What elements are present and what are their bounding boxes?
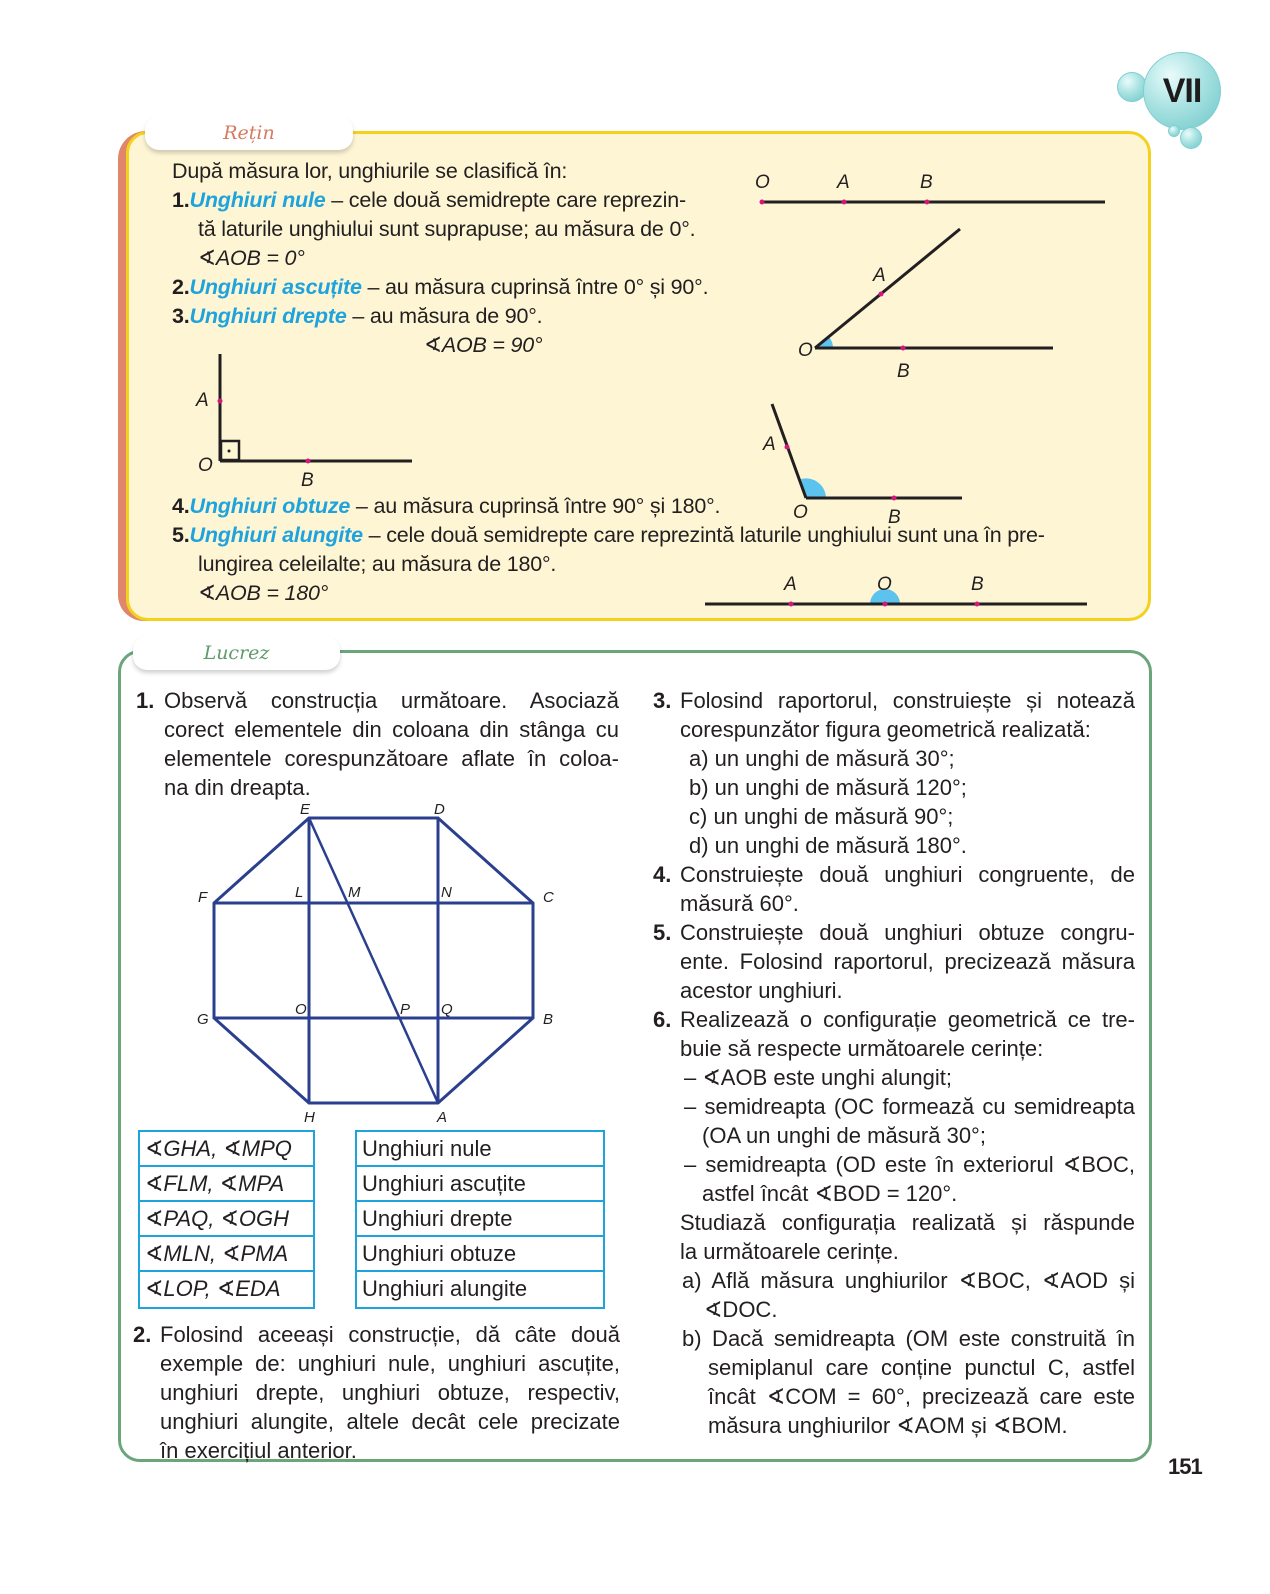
ex6-study: Studiază configurația realizată și răspunde — [680, 1210, 1135, 1235]
ex6-line: Realizează o configurație geometrică ce tre- — [680, 1007, 1135, 1032]
svg-text:A: A — [837, 172, 850, 193]
angle-type-cell: Unghiuri drepte — [357, 1202, 603, 1237]
svg-text:B: B — [920, 172, 933, 193]
ex6-line: buie să respecte următoarele cerințe: — [680, 1036, 1044, 1061]
term-obtuse: Unghiuri obtuze — [189, 494, 351, 518]
angle-type-cell: Unghiuri alungite — [362, 1276, 528, 1301]
ex6-question-b: semiplanul care conține punctul C, astfel — [708, 1355, 1135, 1380]
svg-text:B: B — [543, 1011, 554, 1028]
angle-type-cell: Unghiuri nule — [357, 1132, 603, 1167]
angle-pair-cell: ∢LOP, ∢EDA — [145, 1276, 281, 1301]
ex3-sub: a) un unghi de măsură 30°; — [689, 746, 955, 771]
ex6-bullet: – ∢AOB este unghi alungit; — [684, 1065, 952, 1090]
retin-item-5: 5.Unghiuri alungite – cele două semidrepte care reprezintă laturile unghiului sunt una în pre- — [172, 523, 1045, 547]
retin-formula-null: ∢AOB = 0° — [198, 246, 305, 270]
svg-text:E: E — [300, 801, 311, 818]
angle-type-cell: Unghiuri obtuze — [357, 1237, 603, 1272]
angle-pair-cell: ∢FLM, ∢MPA — [140, 1167, 313, 1202]
retin-intro: După măsura lor, unghiurile se clasifică în: — [172, 159, 568, 183]
ex6-bullet: – semidreapta (OC formează cu semidreapta — [684, 1094, 1135, 1119]
page-number: 151 — [1168, 1454, 1202, 1479]
ex2-number: 2. — [133, 1322, 152, 1347]
ex3-line: corespunzător figura geometrică realizată: — [680, 717, 1091, 742]
svg-text:O: O — [877, 574, 892, 595]
ex6-bullet: – semidreapta (OD este în exteriorul ∢BOC, — [684, 1152, 1135, 1177]
svg-text:A: A — [873, 265, 886, 286]
retin-tab: Rețin — [145, 116, 353, 150]
ex6-study: la următoarele cerințe. — [680, 1239, 899, 1264]
svg-text:A: A — [784, 574, 797, 595]
retin-item-3: 3.Unghiuri drepte – au măsura de 90°. — [172, 304, 543, 328]
svg-text:F: F — [198, 889, 208, 906]
svg-text:B: B — [888, 507, 901, 528]
ex4-line: Construiește două unghiuri congruente, de — [680, 862, 1135, 887]
retin-item-1: 1.Unghiuri nule – cele două semidrepte care reprezin- — [172, 188, 686, 212]
ex2-line: unghiuri alungite, altele decât cele precizate — [160, 1409, 620, 1434]
term-acute: Unghiuri ascuțite — [189, 275, 362, 299]
ex6-question-b: b) Dacă semidreapta (OM este construită în — [682, 1326, 1135, 1351]
ex3-sub: d) un unghi de măsură 180°. — [689, 833, 967, 858]
angle-types-column — [355, 1130, 605, 1309]
ex3-number: 3. — [653, 688, 672, 713]
retin-formula-right: ∢AOB = 90° — [424, 333, 543, 357]
ex1-number: 1. — [136, 688, 155, 713]
svg-text:B: B — [971, 574, 984, 595]
lucrez-tab: Lucrez — [133, 636, 340, 670]
svg-text:L: L — [295, 884, 304, 901]
angles-column — [138, 1130, 315, 1309]
svg-text:C: C — [543, 889, 554, 906]
ex3-line: Folosind raportorul, construiește și notează — [680, 688, 1135, 713]
svg-text:H: H — [304, 1109, 315, 1126]
ex6-question-b: măsura unghiurilor ∢AOM și ∢BOM. — [708, 1413, 1068, 1438]
retin-item-4: 4.Unghiuri obtuze – au măsura cuprinsă între 90° și 180°. — [172, 494, 721, 518]
ex5-line: ente. Folosind raportorul, precizează măsura — [680, 949, 1135, 974]
svg-text:A: A — [196, 390, 209, 411]
ex1-line: Observă construcția următoare. Asociază — [164, 688, 619, 713]
ex6-question-b: încât ∢COM = 60°, precizează care este — [708, 1384, 1135, 1409]
term-straight: Unghiuri alungite — [189, 523, 363, 547]
svg-text:B: B — [897, 361, 910, 382]
ex6-question-a: ∢DOC. — [704, 1297, 778, 1322]
svg-text:A: A — [763, 434, 776, 455]
ex1-line: na din dreapta. — [164, 775, 311, 800]
ex5-line: acestor unghiuri. — [680, 978, 843, 1003]
svg-text:O: O — [198, 455, 213, 476]
svg-text:B: B — [301, 470, 314, 491]
ex3-sub: c) un unghi de măsură 90°; — [689, 804, 954, 829]
svg-text:M: M — [348, 884, 361, 901]
ex6-bullet: astfel încât ∢BOD = 120°. — [702, 1181, 958, 1206]
retin-item-5-cont: lungirea celeilalte; au măsura de 180°. — [198, 552, 557, 576]
term-right: Unghiuri drepte — [189, 304, 347, 328]
svg-text:O: O — [295, 1001, 307, 1018]
ex3-sub: b) un unghi de măsură 120°; — [689, 775, 967, 800]
svg-text:Q: Q — [441, 1001, 453, 1018]
ex4-number: 4. — [653, 862, 672, 887]
ex2-line: Folosind aceeași construcție, dă câte două — [160, 1322, 620, 1347]
svg-text:G: G — [197, 1011, 209, 1028]
angle-pair-cell: ∢PAQ, ∢OGH — [140, 1202, 313, 1237]
ex2-line: unghiuri drepte, unghiuri obtuze, respectiv, — [160, 1380, 620, 1405]
ex4-line: măsură 60°. — [680, 891, 799, 916]
ex1-line: corect elementele din coloana din stânga cu — [164, 717, 619, 742]
svg-text:P: P — [400, 1001, 411, 1018]
ex5-line: Construiește două unghiuri obtuze congru- — [680, 920, 1135, 945]
angle-type-cell: Unghiuri ascuțite — [357, 1167, 603, 1202]
term-null: Unghiuri nule — [189, 188, 326, 212]
angle-pair-cell: ∢GHA, ∢MPQ — [140, 1132, 313, 1167]
svg-text:O: O — [793, 502, 808, 523]
retin-item-1-cont: tă laturile unghiului sunt suprapuse; au măsura de 0°. — [198, 217, 696, 241]
svg-text:O: O — [798, 340, 813, 361]
retin-formula-straight: ∢AOB = 180° — [198, 581, 329, 605]
svg-text:O: O — [755, 172, 770, 193]
ex2-line: exemple de: unghiuri nule, unghiuri ascuțite, — [160, 1351, 620, 1376]
chapter-label: VII — [1162, 71, 1202, 110]
ex1-line: elementele corespunzătoare aflate în coloa- — [164, 746, 619, 771]
angle-pair-cell: ∢MLN, ∢PMA — [140, 1237, 313, 1272]
svg-text:D: D — [434, 801, 445, 818]
ex6-bullet: (OA un unghi de măsură 30°; — [702, 1123, 986, 1148]
ex5-number: 5. — [653, 920, 672, 945]
retin-item-2: 2.Unghiuri ascuțite – au măsura cuprinsă între 0° și 90°. — [172, 275, 709, 299]
ex6-number: 6. — [653, 1007, 672, 1032]
ex6-question-a: a) Află măsura unghiurilor ∢BOC, ∢AOD și — [682, 1268, 1135, 1293]
svg-text:A: A — [437, 1109, 448, 1126]
svg-text:N: N — [441, 884, 452, 901]
ex2-line: în exercițiul anterior. — [160, 1438, 357, 1463]
